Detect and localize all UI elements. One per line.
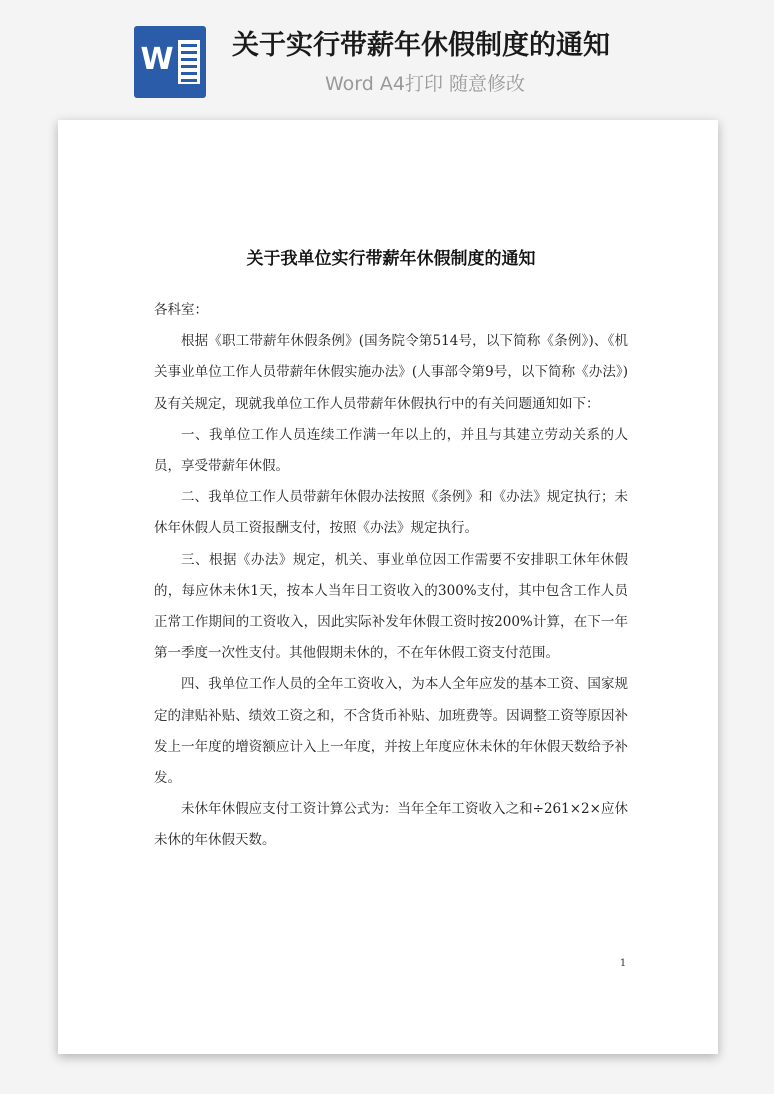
word-logo-letter: W [140, 42, 174, 77]
document-page [58, 120, 718, 1054]
paragraph-intro: 根据《职工带薪年休假条例》(国务院令第514号，以下简称《条例》)、《机关事业单位工作人员带薪年休假实施办法》(人事部令第9号，以下简称《办法》)及有关规定，现就我单位工作人员带薪年休假执行中的有关问题通知如下： [154, 333, 628, 412]
word-logo-lines [178, 40, 200, 84]
paragraph-item-3: 三、根据《办法》规定，机关、事业单位因工作需要不安排职工休年休假的，每应休未休1天，按本人当年日工资收入的300%支付，其中包含工作人员正常工作期间的工资收入，因此实际补发年休假工资时按200%计算，在下一年第一季度一次性支付。其他假期未休的，不在年休假工资支付范围。 [154, 551, 628, 662]
header-title: 关于实行带薪年休假制度的通知 [232, 30, 610, 61]
document-heading: 关于我单位实行带薪年休假制度的通知 [246, 249, 536, 269]
promo-header [0, 0, 774, 118]
paragraph-item-1: 一、我单位工作人员连续工作满一年以上的，并且与其建立劳动关系的人员，享受带薪年休假。 [154, 426, 628, 475]
paragraph-formula: 未休年休假应支付工资计算公式为：当年全年工资收入之和÷261×2×应休未休的年休假天数。 [154, 801, 628, 849]
document-body [154, 245, 628, 857]
page-number: 1 [619, 958, 627, 969]
word-app-icon [134, 26, 206, 98]
salutation: 各科室： [154, 302, 208, 318]
paragraph-item-4: 四、我单位工作人员的全年工资收入，为本人全年应发的基本工资、国家规定的津贴补贴、绩效工资之和，不含货币补贴、加班费等。因调整工资等原因补发上一年度的增资额应计入上一年度，并按上年度应休未休的年休假天数给予补发。 [154, 676, 628, 787]
paragraph-item-2: 二、我单位工作人员带薪年休假办法按照《条例》和《办法》规定执行；未休年休假人员工资报酬支付，按照《办法》规定执行。 [154, 489, 628, 537]
header-subtitle: Word A4打印 随意修改 [325, 73, 526, 95]
